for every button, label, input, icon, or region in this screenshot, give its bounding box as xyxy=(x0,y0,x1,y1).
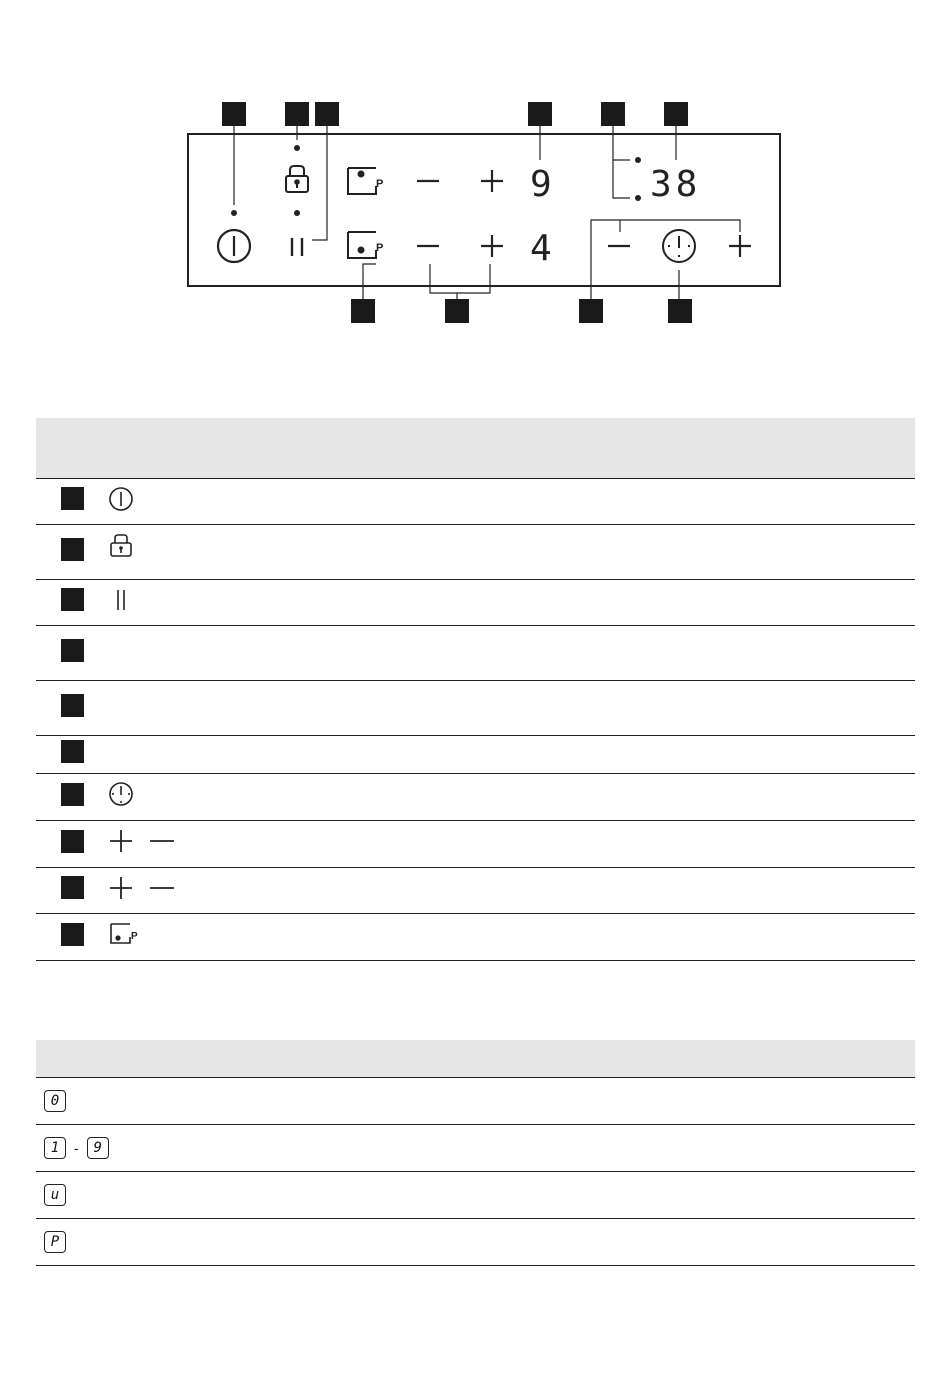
row-number-marker xyxy=(61,694,84,717)
table-row xyxy=(36,820,915,867)
plus-icon-lower[interactable] xyxy=(481,235,503,257)
table-row xyxy=(36,680,915,735)
row-number-marker xyxy=(61,740,84,763)
table-row xyxy=(36,867,915,913)
panel-frame xyxy=(188,134,780,286)
pause-icon[interactable] xyxy=(292,238,302,256)
powerboost-icon xyxy=(108,921,144,947)
callout-1 xyxy=(222,102,246,126)
row-description xyxy=(164,1218,915,1265)
display-symbol: 1 xyxy=(44,1137,66,1159)
row-number-marker xyxy=(61,639,84,662)
table-row xyxy=(36,1077,915,1124)
table-row xyxy=(36,478,915,524)
lock-indicator-dot-top xyxy=(294,145,300,151)
table-row xyxy=(36,913,915,960)
row-number-marker xyxy=(61,783,84,806)
callout-4 xyxy=(528,102,552,126)
row-number-marker xyxy=(61,538,84,561)
callout-2 xyxy=(285,102,309,126)
table-row xyxy=(36,524,915,579)
on-off-icon xyxy=(108,486,134,512)
lower-zone-display: 4 xyxy=(530,228,552,269)
callout-6 xyxy=(664,102,688,126)
row-number-marker xyxy=(61,487,84,510)
row-description xyxy=(258,625,915,680)
row-description xyxy=(258,773,915,820)
lock-indicator-dot-bottom xyxy=(294,210,300,216)
pause-icon xyxy=(108,587,134,613)
sensor-table xyxy=(36,418,915,961)
table-header xyxy=(36,418,915,478)
table-row xyxy=(36,1218,915,1265)
callout-10 xyxy=(668,299,692,323)
display-symbol: P xyxy=(44,1231,66,1253)
range-dash: - xyxy=(74,1139,79,1156)
row-description xyxy=(258,478,915,524)
timer-icon[interactable] xyxy=(663,230,695,262)
zone-indicator-dot-top xyxy=(635,157,641,163)
row-description xyxy=(164,1124,915,1171)
table-row xyxy=(36,579,915,625)
powerboost-icon-upper[interactable] xyxy=(348,168,383,194)
upper-zone-display: 9 xyxy=(530,164,552,205)
lock-icon xyxy=(108,533,134,559)
plus-minus-icon xyxy=(108,875,178,901)
lock-icon[interactable] xyxy=(286,166,308,192)
row-number-marker xyxy=(61,830,84,853)
row-description xyxy=(258,820,915,867)
row-description xyxy=(258,680,915,735)
svg-text:P: P xyxy=(376,242,384,254)
table-header xyxy=(36,1040,915,1077)
powerboost-icon-lower[interactable] xyxy=(348,232,383,258)
row-description xyxy=(258,579,915,625)
table-row xyxy=(36,1171,915,1218)
table-row xyxy=(36,773,915,820)
control-panel-diagram xyxy=(0,0,950,340)
callout-9 xyxy=(579,299,603,323)
timer-icon xyxy=(108,781,134,807)
row-number-marker xyxy=(61,588,84,611)
table-row xyxy=(36,735,915,773)
table-row xyxy=(36,1124,915,1171)
row-description xyxy=(258,735,915,773)
row-number-marker xyxy=(61,923,84,946)
svg-text:P: P xyxy=(131,931,138,942)
display-table xyxy=(36,1040,915,1266)
display-symbol: u xyxy=(44,1184,66,1206)
callout-3 xyxy=(315,102,339,126)
callout-5 xyxy=(601,102,625,126)
zone-indicator-dot-bottom xyxy=(635,195,641,201)
callout-7 xyxy=(351,299,375,323)
row-description xyxy=(258,867,915,913)
row-number-marker xyxy=(61,876,84,899)
row-description xyxy=(258,913,915,960)
timer-plus-icon[interactable] xyxy=(729,235,751,257)
plus-icon-upper[interactable] xyxy=(481,170,503,192)
display-symbol: 0 xyxy=(44,1090,66,1112)
timer-display: 38 xyxy=(650,164,702,205)
svg-text:P: P xyxy=(376,178,384,190)
display-symbol: 9 xyxy=(87,1137,109,1159)
table-row xyxy=(36,625,915,680)
on-off-icon[interactable] xyxy=(218,230,250,262)
row-description xyxy=(258,524,915,579)
plus-minus-icon xyxy=(108,828,178,854)
row-description xyxy=(164,1077,915,1124)
row-description xyxy=(164,1171,915,1218)
callout-8 xyxy=(445,299,469,323)
on-indicator-dot xyxy=(231,210,237,216)
